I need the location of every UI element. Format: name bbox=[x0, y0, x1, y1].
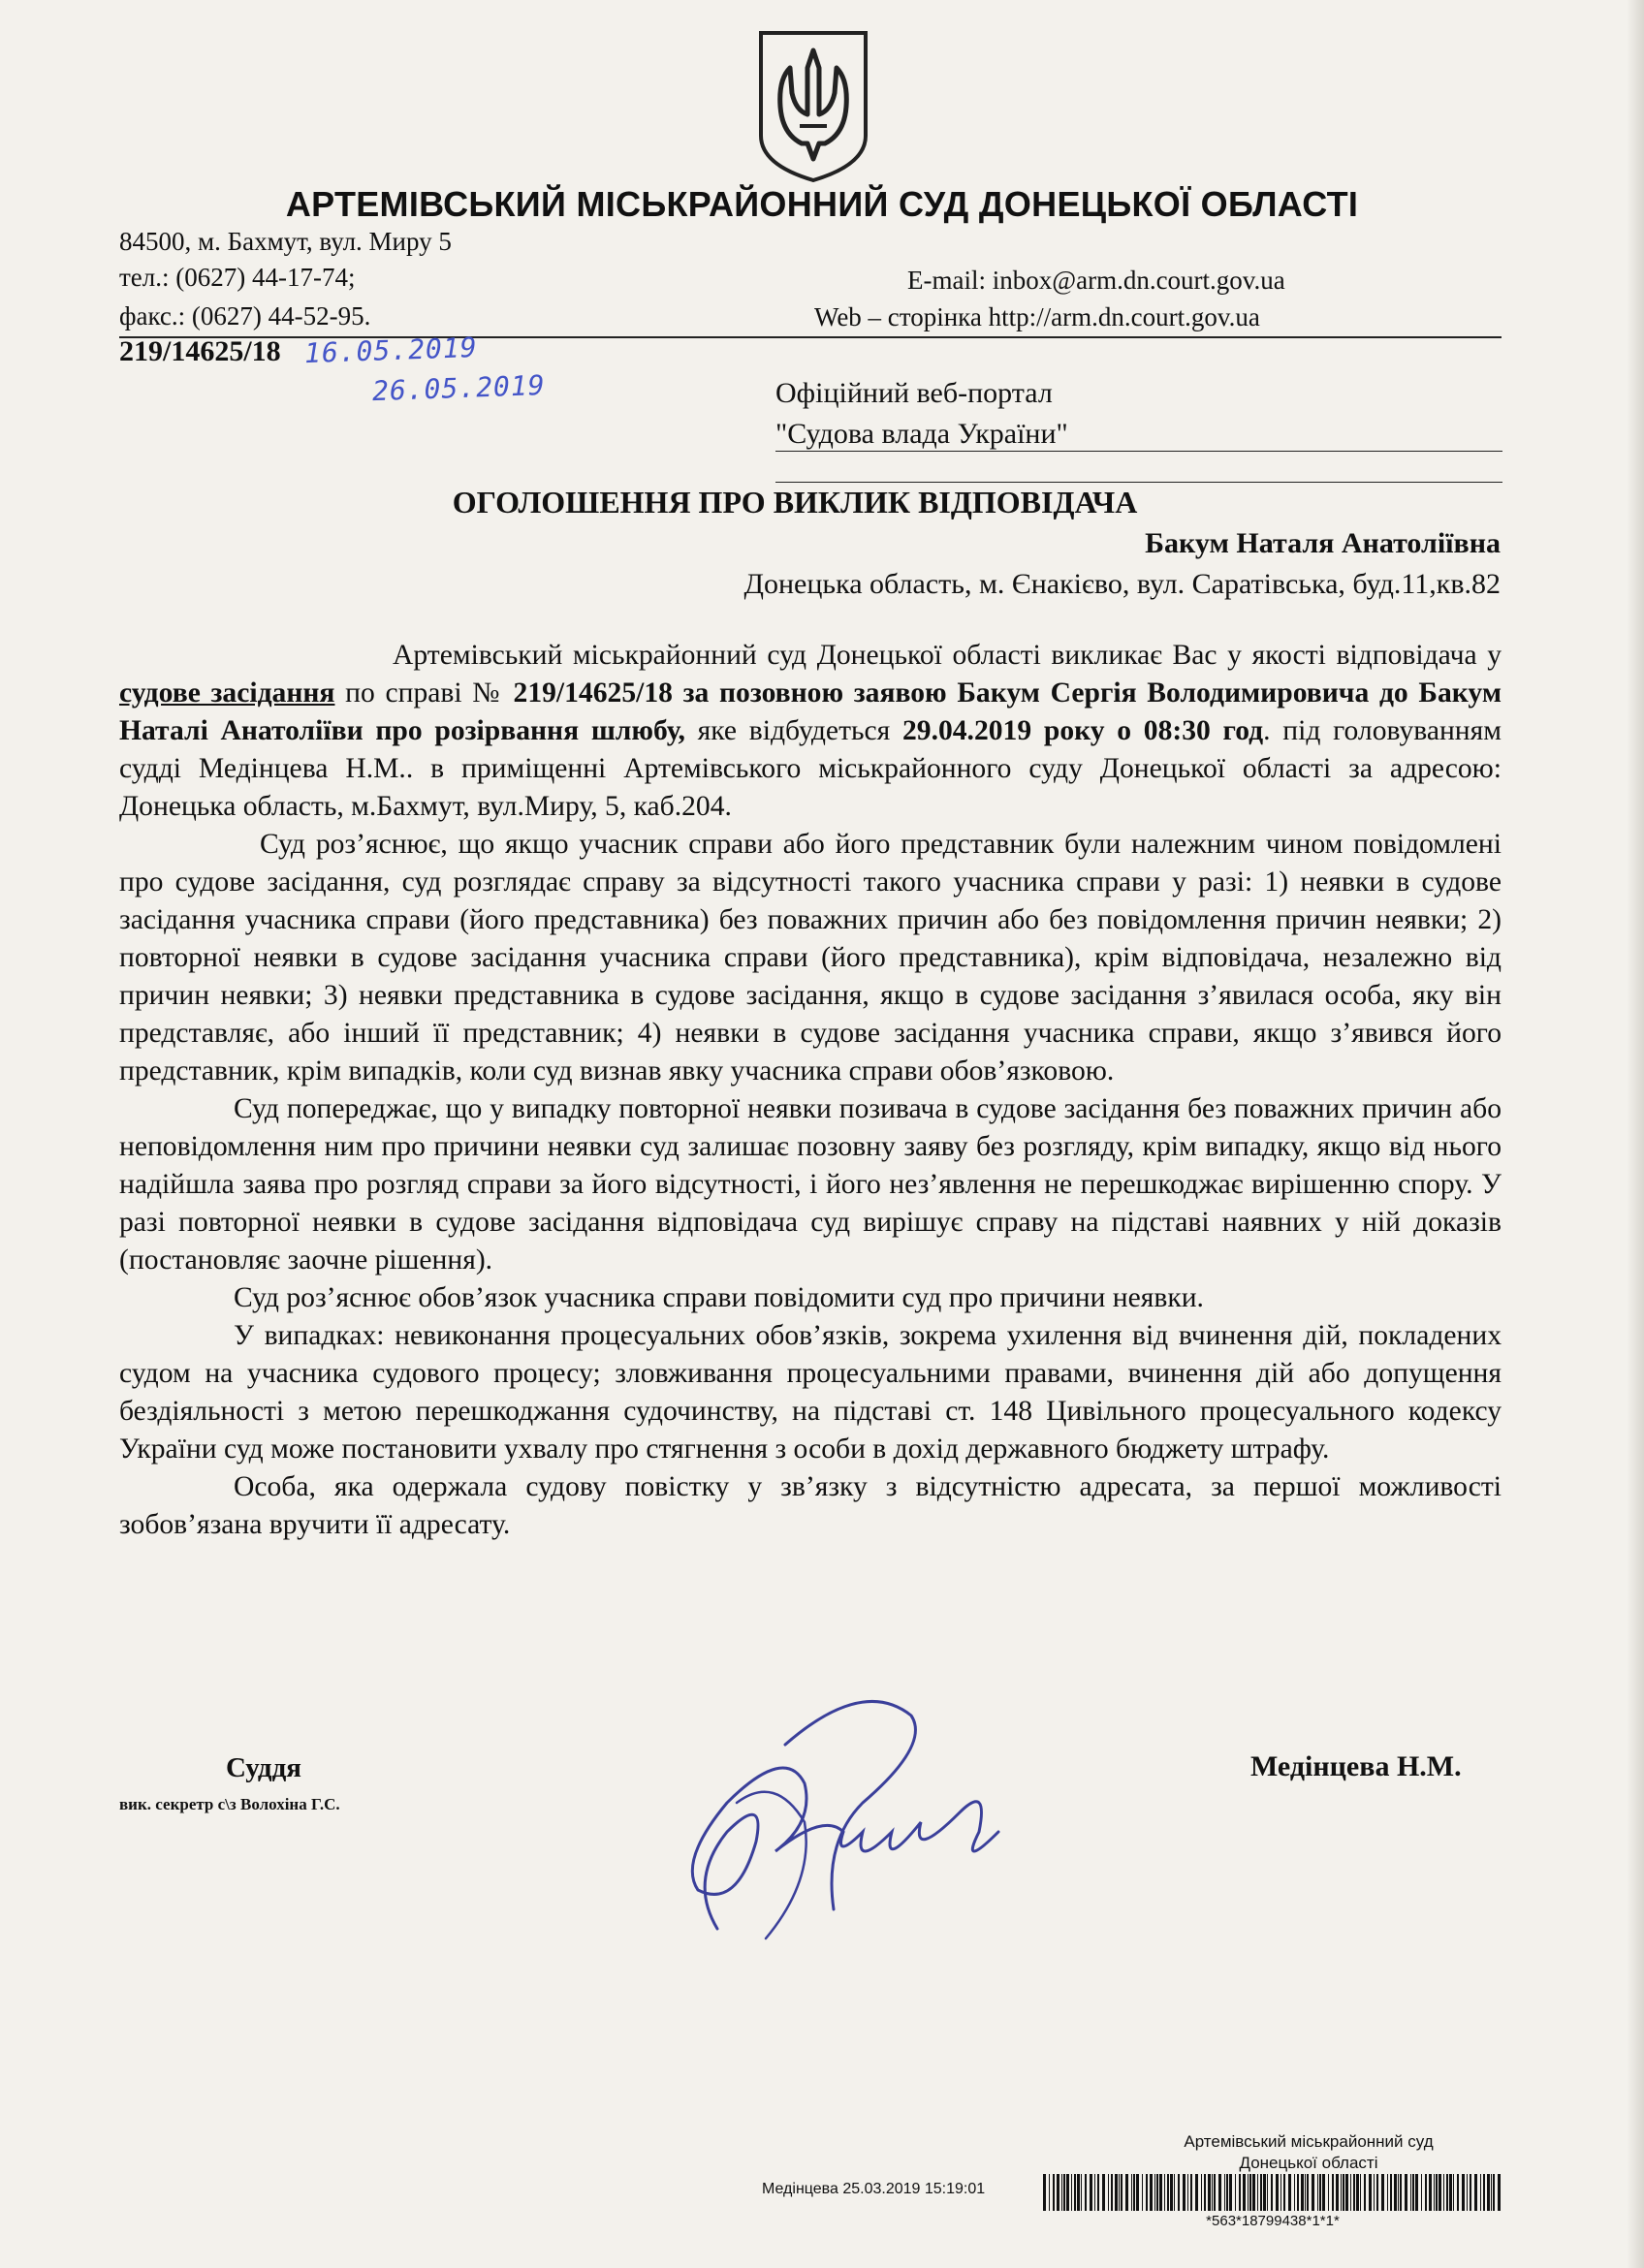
hearing-term: судове засідання bbox=[119, 677, 335, 709]
barcode-bar bbox=[1276, 2174, 1279, 2211]
barcode-bar bbox=[1057, 2174, 1059, 2211]
barcode-bar bbox=[1097, 2174, 1099, 2211]
barcode-bar bbox=[1387, 2174, 1388, 2211]
barcode-bar bbox=[1074, 2174, 1076, 2211]
barcode-bar bbox=[1457, 2174, 1459, 2211]
barcode-bar bbox=[1429, 2174, 1432, 2211]
page-edge-shadow bbox=[1627, 0, 1644, 2268]
respondent-address: Донецька область, м. Єнакієво, вул. Саратівська, буд.11,кв.82 bbox=[743, 568, 1501, 600]
barcode-bar bbox=[1218, 2174, 1221, 2211]
barcode-bar bbox=[1133, 2174, 1135, 2211]
barcode-bar bbox=[1077, 2174, 1080, 2211]
barcode-bar bbox=[1421, 2174, 1422, 2211]
barcode-bar bbox=[1374, 2174, 1375, 2211]
barcode-bar bbox=[1183, 2174, 1186, 2211]
notice-body bbox=[119, 637, 1502, 1544]
barcode-bar bbox=[1491, 2174, 1492, 2211]
barcode-bar bbox=[1343, 2174, 1344, 2211]
barcode-bar bbox=[1446, 2174, 1448, 2211]
barcode-bar bbox=[1493, 2174, 1495, 2211]
barcode-bar bbox=[1394, 2174, 1397, 2211]
secretary: вик. секретр с\з Волохіна Г.С. bbox=[119, 1795, 340, 1813]
barcode-bar bbox=[1467, 2174, 1468, 2211]
paragraph-delivery: Особа, яка одержала судову повістку у зв’язку з відсутністю адресата, за першої можливості зобов’язана вручити її адресату. bbox=[119, 1471, 1502, 1540]
stamp-signed: Медінцева 25.03.2019 15:19:01 bbox=[762, 2181, 986, 2197]
barcode-bar bbox=[1224, 2174, 1225, 2211]
barcode-bar bbox=[1480, 2174, 1481, 2211]
barcode-bar bbox=[1449, 2174, 1452, 2211]
portal-block bbox=[775, 373, 1068, 455]
barcode-bar bbox=[1146, 2174, 1148, 2211]
barcode-bar bbox=[1071, 2174, 1072, 2211]
paragraph-warning: Суд попереджає, що у випадку повторної неявки позивача в судове засідання без поважних причин або неповідомлення ним про причини неявки суд залишає позовну заяву без розгляду, крім випадку, якщо від нього надійшла заява про розгляд справи за його відсутності, і його нез’явлення не перешкоджає вирішенню спору. У разі повторної неявки в судове засідання відповідача суд вирішує справу на підставі наявних у ній доказів (постановляє заочне рішення). bbox=[119, 1093, 1502, 1276]
barcode-bar bbox=[1487, 2174, 1490, 2211]
barcode-bar bbox=[1249, 2174, 1251, 2211]
barcode-bar bbox=[1328, 2174, 1329, 2211]
barcode-bar bbox=[1066, 2174, 1069, 2211]
case-description: 219/14625/18 за позовною заявою Бакум Сергія Володимировича до Бакум Наталі Анатоліїви про розірвання шлюбу, bbox=[119, 677, 1502, 746]
barcode-bar bbox=[1369, 2174, 1372, 2211]
portal-line-1: Офіційний веб-портал bbox=[775, 377, 1053, 409]
paragraph-summons: Артемівський міськрайонний суд Донецької області викликає Вас у якості відповідача у судове засідання по справі № 219/14625/18 за позовною заявою Бакум Сергія Володимировича до Бакум Наталі Анатоліїви про розірвання шлюбу, яке відбудеться 29.04.2019 року о 08:30 год. під головуванням судді Медінцева Н.М.. в приміщенні Артемівського міськрайонного суду Донецької області за адресою: Донецька область, м.Бахмут, вул.Миру, 5, каб.204. bbox=[119, 640, 1502, 822]
barcode-bar bbox=[1271, 2174, 1273, 2211]
barcode-bar bbox=[1336, 2174, 1339, 2211]
barcode-bar bbox=[1226, 2174, 1228, 2211]
barcode-bar bbox=[1412, 2174, 1414, 2211]
barcode-bar bbox=[1305, 2174, 1306, 2211]
barcode-bar bbox=[1434, 2174, 1435, 2211]
barcode-bar bbox=[1297, 2174, 1299, 2211]
court-fax: факс.: (0627) 44-52-95. bbox=[119, 301, 371, 331]
barcode-bar bbox=[1301, 2174, 1304, 2211]
barcode-bar bbox=[1425, 2174, 1427, 2211]
paragraph-absence-rules: Суд роз’яснює, що якщо учасник справи або його представник були належним чином повідомлені про судове засідання, суд розглядає справу за відсутності такого учасника справи у разі: 1) неявки в судове засідання учасника справи (його представника) без поважних причин або без повідомлення причин неявки; 2) повторної неявки в судове засідання учасника справи (його представника), крім відповідача, незалежно від причин неявки; 3) неявки представника в судове засідання, якщо в судове засідання з’явилася особа, яку він представляє, або інший її представник; 4) неявки в судове засідання учасника справи, якщо з’явився його представник, крім випадків, коли суд визнав явку учасника справи обов’язковою. bbox=[119, 829, 1502, 1087]
barcode-bar bbox=[1214, 2174, 1216, 2211]
barcode-bar bbox=[1283, 2174, 1285, 2211]
barcode-bar bbox=[1154, 2174, 1155, 2211]
hearing-datetime: 29.04.2019 року о 08:30 год bbox=[901, 715, 1264, 746]
case-number: 219/14625/18 bbox=[119, 335, 281, 367]
barcode-bar bbox=[1353, 2174, 1355, 2211]
barcode-bar bbox=[1085, 2174, 1087, 2211]
barcode-bar bbox=[1438, 2174, 1441, 2211]
barcode-bar bbox=[1081, 2174, 1082, 2211]
portal-underline-1 bbox=[775, 451, 1502, 452]
barcode-bar bbox=[1356, 2174, 1359, 2211]
barcode-bar bbox=[1201, 2174, 1202, 2211]
barcode-bar bbox=[1280, 2174, 1281, 2211]
barcode-bar bbox=[1410, 2174, 1411, 2211]
barcode-bar bbox=[1263, 2174, 1266, 2211]
portal-line-2: "Судова влада України" bbox=[775, 418, 1068, 450]
barcode-bar bbox=[1405, 2174, 1407, 2211]
barcode-bar bbox=[1063, 2174, 1065, 2211]
barcode-bar bbox=[1187, 2174, 1188, 2211]
barcode-bar bbox=[1376, 2174, 1378, 2211]
barcode-bar bbox=[1239, 2174, 1241, 2211]
barcode-bar bbox=[1483, 2174, 1485, 2211]
barcode-bar bbox=[1307, 2174, 1309, 2211]
barcode-number: *563*18799438*1*1* bbox=[1206, 2213, 1340, 2229]
barcode-bar bbox=[1319, 2174, 1321, 2211]
barcode-bar bbox=[1212, 2174, 1213, 2211]
barcode-bar bbox=[1131, 2174, 1132, 2211]
barcode-bar bbox=[1332, 2174, 1334, 2211]
barcode-bar bbox=[1360, 2174, 1361, 2211]
barcode-bar bbox=[1208, 2174, 1211, 2211]
barcode-bar bbox=[1043, 2174, 1046, 2211]
barcode-bar bbox=[1474, 2174, 1477, 2211]
barcode-bar bbox=[1195, 2174, 1198, 2211]
barcode-bar bbox=[1156, 2174, 1158, 2211]
barcode-bar bbox=[1235, 2174, 1236, 2211]
barcode-bar bbox=[1381, 2174, 1384, 2211]
barcode-bar bbox=[1190, 2174, 1192, 2211]
barcode-bar bbox=[1115, 2174, 1118, 2211]
judge-signature bbox=[669, 1686, 1018, 1958]
barcode-bar bbox=[1390, 2174, 1392, 2211]
barcode-bar bbox=[1121, 2174, 1122, 2211]
barcode-bar bbox=[1322, 2174, 1325, 2211]
coat-of-arms-icon bbox=[755, 29, 871, 182]
respondent-name: Бакум Наталя Анатоліївна bbox=[1145, 527, 1501, 559]
barcode-bar bbox=[1364, 2174, 1366, 2211]
barcode-bar bbox=[1400, 2174, 1402, 2211]
court-phone: тел.: (0627) 44-17-74; bbox=[119, 263, 356, 292]
barcode-bar bbox=[1164, 2174, 1165, 2211]
stamp-court-line-1: Артемівський міськрайонний суд bbox=[1184, 2132, 1434, 2151]
notice-title: ОГОЛОШЕННЯ ПРО ВИКЛИК ВІДПОВІДАЧА bbox=[452, 485, 1138, 520]
paragraph-duty: Суд роз’яснює обов’язок учасника справи повідомити суд про причини неявки. bbox=[234, 1282, 1204, 1313]
barcode-bar bbox=[1167, 2174, 1169, 2211]
barcode-bar bbox=[1111, 2174, 1113, 2211]
court-title: АРТЕМІВСЬКИЙ МІСЬКРАЙОННИЙ СУД ДОНЕЦЬКОЇ ОБЛАСТІ bbox=[285, 184, 1359, 224]
barcode-bar bbox=[1229, 2174, 1232, 2211]
barcode-bar bbox=[1415, 2174, 1418, 2211]
stamp-court-line-2: Донецької області bbox=[1239, 2154, 1378, 2172]
court-email: E-mail: inbox@arm.dn.court.gov.ua bbox=[907, 266, 1285, 295]
court-website: Web – сторінка http://arm.dn.court.gov.ua bbox=[814, 302, 1260, 331]
barcode-bar bbox=[1260, 2174, 1262, 2211]
barcode-bar bbox=[1150, 2174, 1153, 2211]
handwritten-date-1: 16.05.2019 bbox=[303, 331, 479, 370]
barcode-bar bbox=[1090, 2174, 1092, 2211]
barcode-bar bbox=[1398, 2174, 1399, 2211]
barcode-bar bbox=[1267, 2174, 1268, 2211]
barcode-bar bbox=[1252, 2174, 1255, 2211]
barcode-bar bbox=[1312, 2174, 1314, 2211]
paragraph-penalty: У випадках: невиконання процесуальних обов’язків, зокрема ухилення від вчинення дій, покладених судом на учасника судового процесу; зловживання процесуальними правами, вчинення дій або допущення бездіяльності з метою перешкоджання судочинству, на підставі ст. 148 Цивільного процесуального кодексу України суд може постановити ухвалу про стягнення з особи в дохід державного бюджету штрафу. bbox=[119, 1320, 1502, 1465]
barcode-bar bbox=[1049, 2174, 1050, 2211]
barcode-bar bbox=[1498, 2174, 1501, 2211]
barcode-bar bbox=[1061, 2174, 1062, 2211]
barcode-bar bbox=[1053, 2174, 1055, 2211]
barcode-bar bbox=[1453, 2174, 1454, 2211]
barcode-bar bbox=[1170, 2174, 1173, 2211]
barcode-bar bbox=[1102, 2174, 1105, 2211]
court-address: 84500, м. Бахмут, вул. Миру 5 bbox=[119, 227, 452, 256]
barcode-bar bbox=[1204, 2174, 1206, 2211]
barcode-bar bbox=[1288, 2174, 1291, 2211]
barcode-bar bbox=[1094, 2174, 1095, 2211]
barcode-bar bbox=[1248, 2174, 1249, 2211]
barcode-bar bbox=[1142, 2174, 1143, 2211]
barcode-bar bbox=[1345, 2174, 1348, 2211]
judge-role: Суддя bbox=[226, 1752, 301, 1783]
barcode-bar bbox=[1294, 2174, 1295, 2211]
barcode-bar bbox=[1108, 2174, 1109, 2211]
barcode-bar bbox=[1470, 2174, 1471, 2211]
barcode-bar bbox=[1174, 2174, 1175, 2211]
barcode-bar bbox=[1317, 2174, 1318, 2211]
barcode-bar bbox=[1159, 2174, 1162, 2211]
barcode-bar bbox=[1178, 2174, 1180, 2211]
barcode-bar bbox=[1119, 2174, 1120, 2211]
barcode-bar bbox=[1125, 2174, 1128, 2211]
barcode-bar bbox=[1243, 2174, 1246, 2211]
handwritten-date-2: 26.05.2019 bbox=[371, 368, 547, 408]
judge-name: Медінцева Н.М. bbox=[1250, 1750, 1462, 1782]
barcode-bar bbox=[1443, 2174, 1444, 2211]
barcode-bar bbox=[1436, 2174, 1438, 2211]
portal-underline-2 bbox=[775, 482, 1502, 483]
barcode-bar bbox=[1257, 2174, 1258, 2211]
barcode-bar bbox=[1350, 2174, 1351, 2211]
barcode-bar bbox=[1136, 2174, 1139, 2211]
barcode-bar bbox=[1462, 2174, 1465, 2211]
barcode-bar bbox=[1341, 2174, 1342, 2211]
barcode bbox=[1043, 2174, 1502, 2211]
